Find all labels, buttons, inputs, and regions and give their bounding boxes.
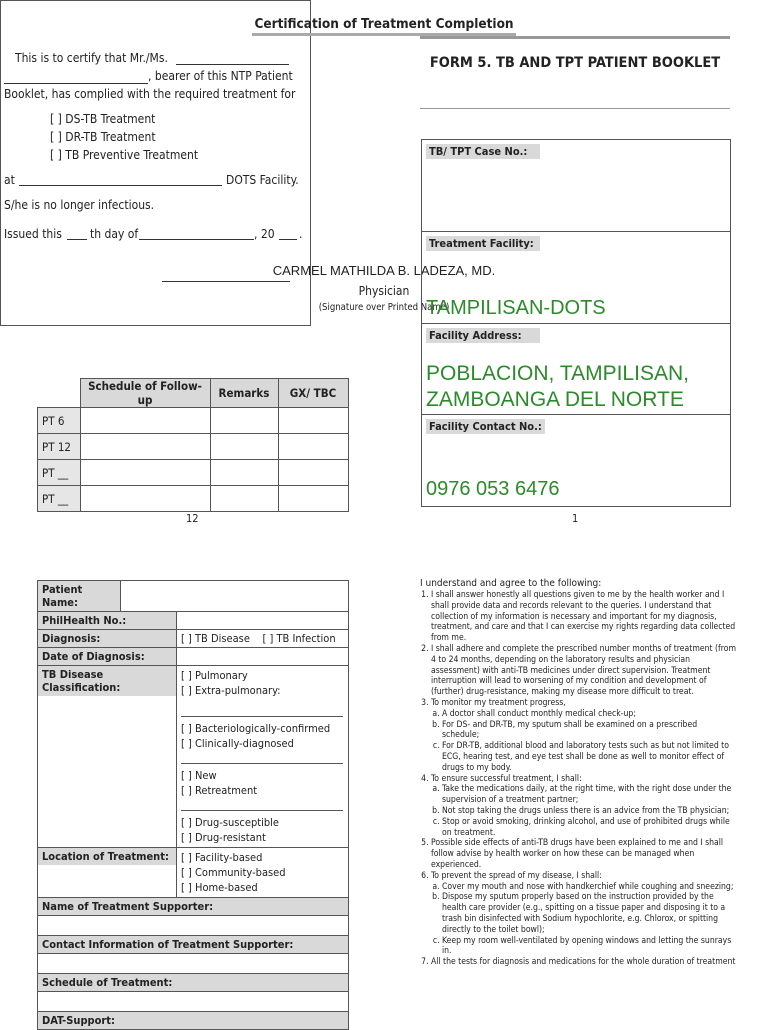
patient-info-table — [37, 580, 349, 1030]
term-sublist — [431, 709, 736, 774]
month-blank[interactable] — [139, 239, 254, 240]
supporter-contact-label: Contact Information of Treatment Supporter: — [38, 936, 349, 954]
term-subitem: a. A doctor shall conduct monthly medical check-up; — [442, 709, 736, 720]
term-item — [431, 774, 736, 839]
dots-facility-label: DOTS Facility. — [226, 173, 299, 187]
schedule-label: Schedule of Treatment: — [38, 974, 349, 992]
supporter-name-input[interactable] — [38, 916, 349, 936]
term-text: To prevent the spread of my disease, I shall: — [431, 870, 602, 881]
patient-name-blank-2[interactable] — [4, 83, 148, 84]
signature-note: (Signature over Printed Name) — [318, 302, 450, 313]
followup-cell[interactable] — [80, 408, 210, 434]
term-text: To ensure successful treatment, I shall: — [431, 773, 582, 784]
page-number-1: 1 — [572, 512, 579, 525]
option-retreatment[interactable]: [ ] Retreatment — [181, 784, 258, 797]
followup-row-label: PT __ — [38, 486, 81, 512]
physician-signature-line — [162, 281, 290, 282]
term-subitem: b. For DS- and DR-TB, my sputum shall be examined on a prescribed schedule; — [442, 720, 736, 742]
followup-cell[interactable] — [210, 434, 278, 460]
option-pulmonary[interactable]: [ ] Pulmonary — [181, 669, 248, 682]
facility-contact-box[interactable] — [421, 414, 731, 507]
cert-line-2: , bearer of this NTP Patient — [148, 69, 293, 83]
followup-row-label: PT __ — [38, 460, 81, 486]
followup-cell[interactable] — [278, 408, 348, 434]
year-prefix-label: , 20 — [254, 227, 275, 241]
date-of-diagnosis-label: Date of Diagnosis: — [38, 648, 177, 666]
option-drug-resistant[interactable]: [ ] Drug-resistant — [181, 831, 266, 844]
facility-contact-label: Facility Contact No.: — [426, 419, 545, 434]
divider — [181, 810, 343, 811]
followup-cell[interactable] — [278, 486, 348, 512]
facility-address-label: Facility Address: — [426, 328, 540, 343]
form-title: FORM 5. TB AND TPT PATIENT BOOKLET — [420, 36, 730, 72]
term-subitem: b. Dispose my sputum properly based on the instruction provided by the health care provider (e.g., spitting on a tissue paper and disposing it to a trash bin disinfected with Sodium hypochlorite, e.g. Chlorox, or spitting directly to the toilet bowl); — [442, 892, 736, 935]
diagnosis-label: Diagnosis: — [38, 630, 177, 648]
option-home-based[interactable]: [ ] Home-based — [181, 881, 258, 894]
treatment-facility-box[interactable] — [421, 231, 731, 324]
location-label: Location of Treatment: — [38, 848, 176, 865]
th-day-of-label: th day of — [90, 227, 139, 241]
option-clinically-diagnosed[interactable]: [ ] Clinically-diagnosed — [181, 737, 294, 750]
date-of-diagnosis-input[interactable] — [177, 648, 349, 666]
address-line-1: POBLACION, TAMPILISAN, — [426, 362, 689, 385]
term-subitem: a. Cover my mouth and nose with handkerchief while coughing and sneezing; — [442, 882, 736, 893]
followup-cell[interactable] — [210, 408, 278, 434]
term-subitem: c. For DR-TB, additional blood and laboratory tests such as but not limited to ECG, hearing test, and eye test shall be done as well to monitor effect of drugs to my body. — [442, 741, 736, 773]
term-subitem: a. Take the medications daily, at the right time, with the right dose under the supervision of a treatment partner; — [442, 784, 736, 806]
option-extra-pulmonary[interactable]: [ ] Extra-pulmonary: — [181, 684, 281, 697]
treatment-facility-label: Treatment Facility: — [426, 236, 540, 251]
not-infectious-text: S/he is no longer infectious. — [4, 198, 155, 212]
facility-address-value — [426, 361, 689, 413]
dat-support-label: DAT-Support: — [38, 1012, 349, 1030]
followup-cell[interactable] — [210, 486, 278, 512]
term-item — [431, 871, 736, 957]
terms-section — [420, 578, 736, 968]
term-item: 1. I shall answer honestly all questions given to me by the health worker and I shall provide data and records relevant to the queries. I understand that collection of my information is necessary and important for my diagnosis, treatment, and care and that I can exercise my rights regarding data collected from me. — [431, 590, 736, 644]
option-community-based[interactable]: [ ] Community-based — [181, 866, 286, 879]
case-no-label: TB/ TPT Case No.: — [426, 144, 540, 159]
location-options — [177, 848, 349, 898]
patient-name-label: Patient Name: — [38, 581, 121, 611]
term-item: 5. Possible side effects of anti-TB drugs have been explained to me and I shall follow advise by health worker on how these can be managed when experienced. — [431, 838, 736, 870]
address-line-2: ZAMBOANGA DEL NORTE — [426, 388, 684, 411]
classification-cell — [38, 666, 177, 848]
facility-blank[interactable] — [19, 185, 222, 186]
patient-name-input[interactable] — [121, 581, 348, 611]
followup-cell[interactable] — [80, 434, 210, 460]
term-subitem: c. Keep my room well-ventilated by opening windows and letting the sunrays in. — [442, 936, 736, 958]
term-sublist — [431, 882, 736, 958]
patient-name-row — [38, 581, 349, 612]
term-text: To monitor my treatment progress, — [431, 697, 566, 708]
term-subitem: b. Not stop taking the drugs unless there is an advice from the TB physician; — [442, 806, 736, 817]
followup-header-remarks: Remarks — [210, 379, 278, 408]
cert-option-ds-tb[interactable]: [ ] DS-TB Treatment — [50, 112, 156, 126]
terms-intro: I understand and agree to the following: — [420, 578, 602, 589]
followup-cell[interactable] — [278, 434, 348, 460]
term-item: 7. All the tests for diagnosis and medications for the whole duration of treatment — [431, 957, 736, 968]
followup-header-schedule: Schedule of Follow-up — [80, 379, 210, 408]
table-row — [38, 486, 349, 512]
issued-this-label: Issued this — [4, 227, 62, 241]
table-row — [38, 434, 349, 460]
followup-table — [37, 378, 349, 512]
table-row — [38, 460, 349, 486]
treatment-facility-value: TAMPILISAN-DOTS — [426, 297, 606, 319]
terms-list — [420, 590, 736, 968]
diagnosis-options[interactable]: [ ] TB Disease [ ] TB Infection — [177, 630, 349, 648]
schedule-input[interactable] — [38, 992, 349, 1012]
followup-cell[interactable] — [278, 460, 348, 486]
followup-cell[interactable] — [210, 460, 278, 486]
term-subitem: c. Stop or avoid smoking, drinking alcohol, and use of prohibited drugs while on treatment. — [442, 817, 736, 839]
year-blank[interactable] — [279, 239, 297, 240]
followup-header-gx: GX/ TBC — [278, 379, 348, 408]
page-number-12: 12 — [186, 512, 199, 525]
facility-contact-value: 0976 053 6476 — [426, 478, 560, 500]
form-title-divider — [420, 108, 730, 109]
philhealth-label: PhilHealth No.: — [38, 612, 177, 630]
certificate-title: Certification of Treatment Completion — [0, 16, 768, 32]
term-item: 2. I shall adhere and complete the prescribed number months of treatment (from 4 to 24 months, depending on the laboratory results and physician assessment) with anti-TB medicines under direct supervision. Treatment interruption will lead to worsening of my condition and development of (further) drug-resistance, making my disease more difficult to treat. — [431, 644, 736, 698]
followup-row-label: PT 6 — [38, 408, 81, 434]
option-facility-based[interactable]: [ ] Facility-based — [181, 851, 263, 864]
divider — [181, 763, 343, 764]
option-bacteriologically-confirmed[interactable]: [ ] Bacteriologically-confirmed — [181, 722, 331, 735]
supporter-contact-input[interactable] — [38, 954, 349, 974]
cert-option-tpt[interactable]: [ ] TB Preventive Treatment — [50, 148, 199, 162]
term-sublist — [431, 784, 736, 838]
philhealth-input[interactable] — [177, 612, 349, 630]
cert-line-3: Booklet, has complied with the required treatment for — [4, 87, 296, 101]
day-blank[interactable] — [67, 239, 87, 240]
case-no-box[interactable] — [421, 139, 731, 232]
cert-option-dr-tb[interactable]: [ ] DR-TB Treatment — [50, 130, 156, 144]
term-item — [431, 698, 736, 774]
option-drug-susceptible[interactable]: [ ] Drug-susceptible — [181, 816, 279, 829]
followup-cell[interactable] — [80, 460, 210, 486]
classification-options — [177, 666, 349, 848]
physician-role: Physician — [358, 284, 410, 298]
period: . — [299, 227, 303, 241]
table-row — [38, 408, 349, 434]
cert-line-1: This is to certify that Mr./Ms. — [15, 51, 168, 65]
location-cell — [38, 848, 177, 898]
followup-cell[interactable] — [80, 486, 210, 512]
facility-address-box[interactable] — [421, 323, 731, 415]
supporter-name-label: Name of Treatment Supporter: — [38, 898, 349, 916]
followup-corner — [38, 379, 81, 408]
followup-row-label: PT 12 — [38, 434, 81, 460]
option-new[interactable]: [ ] New — [181, 769, 217, 782]
physician-name: CARMEL MATHILDA B. LADEZA, MD. — [272, 263, 496, 278]
patient-name-blank[interactable] — [176, 64, 289, 65]
classification-label: TB Disease Classification: — [38, 666, 176, 696]
divider — [181, 716, 343, 717]
at-label: at — [4, 173, 15, 187]
